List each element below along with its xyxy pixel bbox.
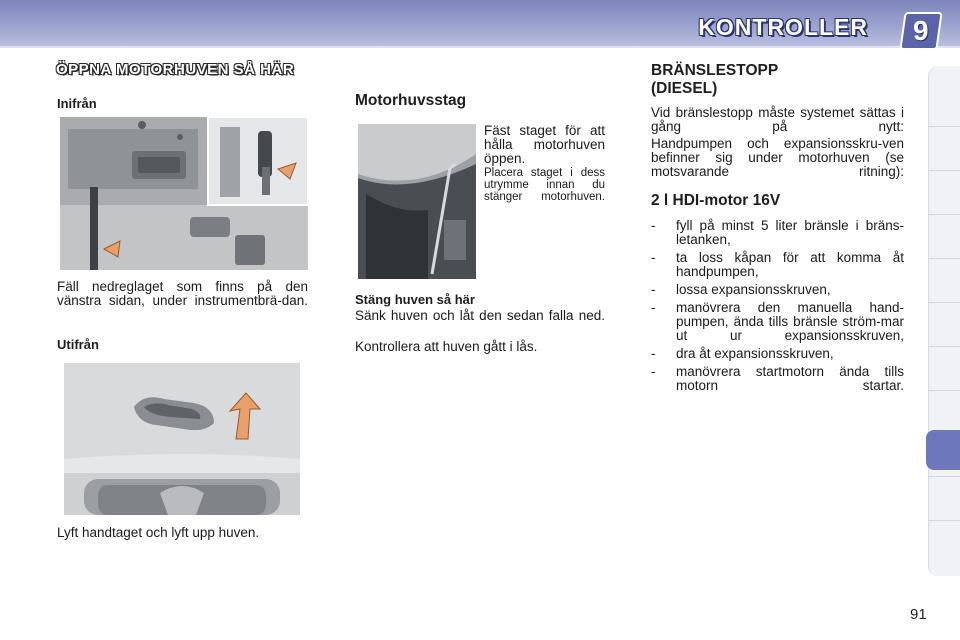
page-number: 91 [910,606,927,623]
side-tab-divider [929,520,960,521]
chapter-side-tabs [928,66,960,576]
side-tab-divider [929,476,960,477]
chapter-title: KONTROLLER [698,14,868,40]
engine-heading: 2 l HDI-motor 16V [651,192,781,209]
section-title-open-bonnet: ÖPPNA MOTORHUVEN SÅ HÄR [56,61,295,78]
fuel-stop-intro-1: Vid bränslestopp måste systemet sättas i gång på nytt: [651,105,904,134]
bonnet-stay-instruction: Fäst staget för att hålla motorhuven öppen. [484,123,605,166]
bonnet-stay-note: Placera staget i dess utrymme innan du stänger motorhuven. [484,167,605,203]
photo-exterior-bonnet-handle [64,363,300,515]
list-item [651,251,904,279]
step-text: manövrera den manuella hand-pumpen, ända tills bränsle ström-mar ut ur expansionsskruven, [676,300,904,343]
side-tab-divider [929,214,960,215]
subheading-inside: Inifrån [57,96,97,111]
list-marker: - [651,364,656,379]
section-title-bonnet-stay: Motorhuvsstag [355,92,467,109]
chapter-number-badge [899,12,942,50]
list-item [651,365,904,393]
step-text: fyll på minst 5 liter bränsle i bräns-letanken, [676,218,904,247]
fuel-stop-intro-2: Handpumpen och expansionsskru-ven befinner sig under motorhuven (se motsvarande ritning): [651,136,904,179]
list-marker: - [651,300,656,315]
list-item [651,301,904,343]
step-text: ta loss kåpan för att komma åt handpumpen, [676,250,904,279]
outside-instruction: Lyft handtaget och lyft upp huven. [57,525,260,540]
section-title-fuel-stop-2: (DIESEL) [651,80,718,97]
step-text: lossa expansionsskruven, [676,282,831,297]
subheading-close-bonnet: Stäng huven så här [355,292,475,307]
close-instruction-2: Kontrollera att huven gått i lås. [355,339,538,354]
side-tab-active-chapter[interactable] [926,430,960,470]
list-item [651,347,904,361]
subheading-outside: Utifrån [57,337,99,352]
list-marker: - [651,346,656,361]
list-marker: - [651,250,656,265]
side-tab-divider [929,390,960,391]
inside-instruction: Fäll nedreglaget som finns på den vänstra sidan, under instrumentbrä-dan. [57,279,308,308]
photo-interior-release-lever [60,117,308,270]
step-text: manövrera startmotorn ända tills motorn startar. [676,364,904,393]
list-marker: - [651,218,656,233]
side-tab-divider [929,170,960,171]
step-text: dra åt expansionsskruven, [676,346,834,361]
side-tab-divider [929,126,960,127]
list-item [651,283,904,297]
section-title-fuel-stop-1: BRÄNSLESTOPP [651,62,779,79]
side-tab-divider [929,258,960,259]
close-instruction-1: Sänk huven och låt den sedan falla ned. [355,308,605,323]
chapter-number: 9 [913,15,929,46]
photo-bonnet-stay [358,124,476,279]
side-tab-divider [929,302,960,303]
fuel-stop-steps [651,219,904,397]
list-marker: - [651,282,656,297]
header-divider [0,46,960,48]
list-item [651,219,904,247]
side-tab-divider [929,346,960,347]
